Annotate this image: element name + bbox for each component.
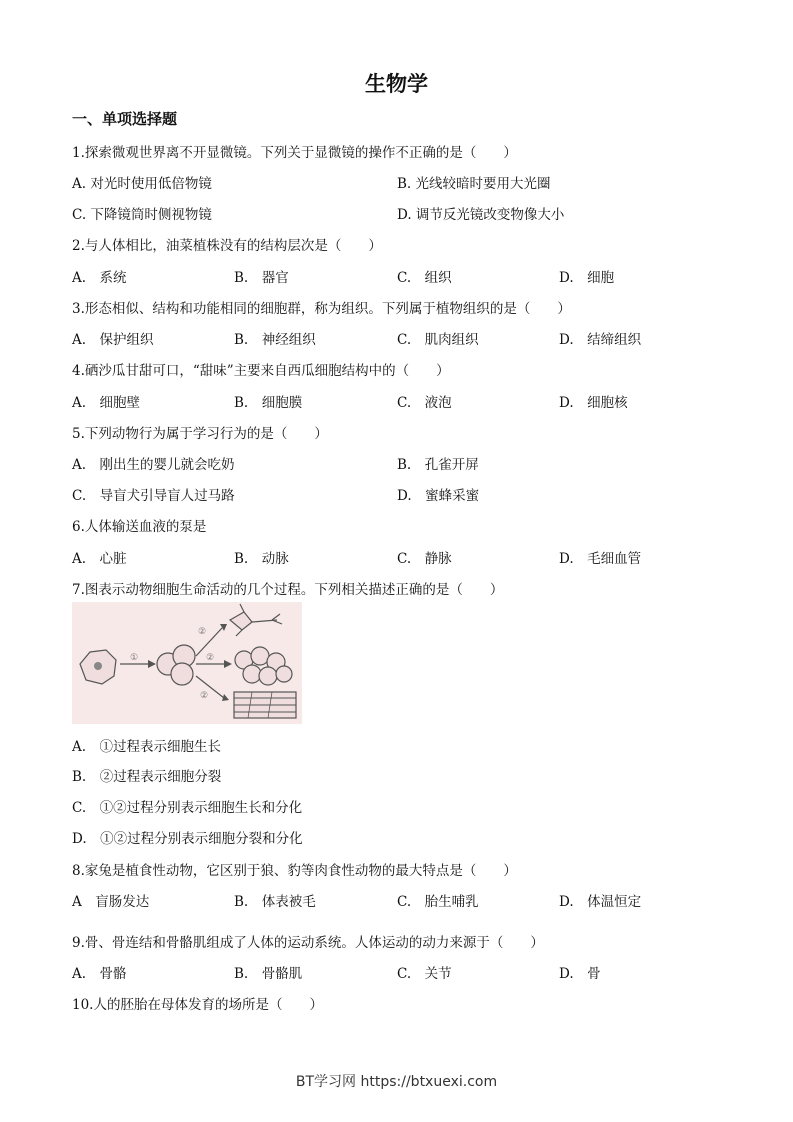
footer-watermark: BT学习网 https://btxuexi.com <box>295 1074 498 1090</box>
q2-option-d: D. 细胞 <box>559 270 615 286</box>
q7-option-a: A. ①过程表示细胞生长 <box>72 739 222 755</box>
q8-option-d: D. 体温恒定 <box>559 894 642 910</box>
question-6-stem: 6.人体输送血液的泵是 <box>72 519 207 535</box>
q3-option-c: C. 肌肉组织 <box>397 332 479 348</box>
q7-option-b: B. ②过程表示细胞分裂 <box>72 769 222 785</box>
q8-option-a: A 盲肠发达 <box>72 894 150 910</box>
question-9-stem: 9.骨、骨连结和骨骼肌组成了人体的运动系统。人体运动的动力来源于（ ） <box>72 935 544 951</box>
question-1-stem: 1.探索微观世界离不开显微镜。下列关于显微镜的操作不正确的是（ ） <box>72 145 517 161</box>
figure-label-2-down: ② <box>200 691 209 701</box>
q5-option-b: B. 孔雀开屏 <box>397 457 479 473</box>
tissue-cell <box>259 667 277 685</box>
q2-option-b: B. 器官 <box>234 270 289 286</box>
question-7-stem: 7.图表示动物细胞生命活动的几个过程。下列相关描述正确的是（ ） <box>72 582 504 598</box>
question-4-stem: 4.硒沙瓜甘甜可口，“甜味”主要来自西瓜细胞结构中的（ ） <box>72 363 450 379</box>
q2-option-a: A. 系统 <box>72 270 127 286</box>
arrow-2-up-head <box>220 624 227 631</box>
section-heading: 一、单项选择题 <box>72 110 178 128</box>
q8-option-c: C. 胎生哺乳 <box>397 894 479 910</box>
cell-process-figure <box>72 602 302 724</box>
divided-cell <box>171 663 193 685</box>
q3-option-b: B. 神经组织 <box>234 332 316 348</box>
q6-option-a: A. 心脏 <box>72 551 127 567</box>
q7-option-d: D. ①②过程分别表示细胞分裂和分化 <box>72 831 303 847</box>
q5-option-d: D. 蜜蜂采蜜 <box>397 488 480 504</box>
q1-option-b: B. 光线较暗时要用大光圈 <box>397 176 551 192</box>
q5-option-c: C. 导盲犬引导盲人过马路 <box>72 488 235 504</box>
q9-option-a: A. 骨骼 <box>72 966 127 982</box>
q8-option-b: B. 体表被毛 <box>234 894 316 910</box>
arrow-1-head <box>148 660 156 668</box>
q6-option-b: B. 动脉 <box>234 551 289 567</box>
figure-label-2-up: ② <box>198 627 207 637</box>
cell-process-diagram <box>72 602 302 724</box>
q6-option-d: D. 毛细血管 <box>559 551 642 567</box>
tissue-cell <box>251 647 269 665</box>
q7-option-c: C. ①②过程分别表示细胞生长和分化 <box>72 800 303 816</box>
figure-label-1: ① <box>130 653 139 663</box>
figure-label-2-mid: ② <box>206 653 215 663</box>
nerve-cell <box>230 612 252 630</box>
q4-option-d: D. 细胞核 <box>559 395 628 411</box>
q1-option-c: C. 下降镜筒时侧视物镜 <box>72 207 212 223</box>
question-3-stem: 3.形态相似、结构和功能相同的细胞群，称为组织。下列属于植物组织的是（ ） <box>72 301 571 317</box>
q6-option-c: C. 静脉 <box>397 551 452 567</box>
question-10-stem: 10.人的胚胎在母体发育的场所是（ ） <box>72 997 323 1013</box>
q1-option-d: D. 调节反光镜改变物像大小 <box>397 207 565 223</box>
question-8-stem: 8.家兔是植食性动物，它区别于狼、豹等肉食性动物的最大特点是（ ） <box>72 863 517 879</box>
arrow-2-down-head <box>222 694 229 701</box>
q2-option-c: C. 组织 <box>397 270 452 286</box>
tissue-cell <box>276 666 292 682</box>
q4-option-a: A. 细胞壁 <box>72 395 141 411</box>
q3-option-a: A. 保护组织 <box>72 332 154 348</box>
q1-option-a: A. 对光时使用低倍物镜 <box>72 176 212 192</box>
cell-nucleus <box>94 662 102 670</box>
q3-option-d: D. 结缔组织 <box>559 332 642 348</box>
q4-option-b: B. 细胞膜 <box>234 395 303 411</box>
question-5-stem: 5.下列动物行为属于学习行为的是（ ） <box>72 426 328 442</box>
question-2-stem: 2.与人体相比，油菜植株没有的结构层次是（ ） <box>72 238 382 254</box>
q9-option-d: D. 骨 <box>559 966 601 982</box>
q5-option-a: A. 刚出生的婴儿就会吃奶 <box>72 457 235 473</box>
tissue-cell <box>243 665 261 683</box>
arrow-2-mid-head <box>224 660 232 668</box>
page-title: 生物学 <box>365 72 428 96</box>
q4-option-c: C. 液泡 <box>397 395 452 411</box>
nerve-fiber <box>252 614 282 624</box>
q9-option-c: C. 关节 <box>397 966 452 982</box>
q9-option-b: B. 骨骼肌 <box>234 966 303 982</box>
